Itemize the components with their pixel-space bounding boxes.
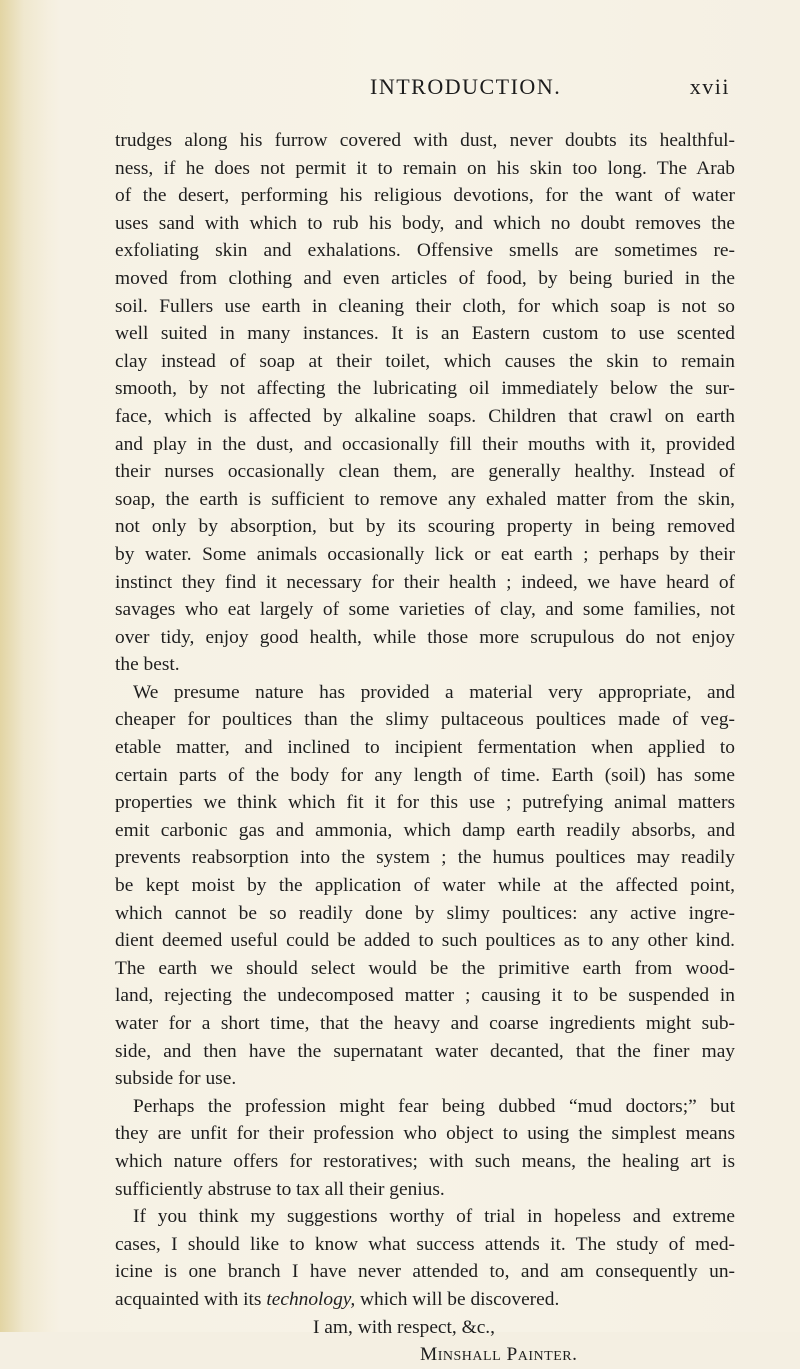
text-line: soil. Fullers use earth in cleaning their cloth, for which soap is not so <box>115 295 735 317</box>
text-line: be kept moist by the application of water while at the affected point, <box>115 875 735 897</box>
text-line: ness, if he does not permit it to remain on his skin too long. The Arab <box>115 157 735 179</box>
text-line: side, and then have the supernatant water decanted, that the finer may <box>115 1040 735 1062</box>
text-line: dient deemed useful could be added to such poultices as to any other kind. <box>115 930 735 952</box>
running-head <box>370 74 730 100</box>
author-signature: Minshall Painter. <box>420 1344 578 1366</box>
text-line-final <box>115 1286 735 1314</box>
text-line: We presume nature has provided a material very appropriate, and <box>133 681 735 703</box>
text-line: If you think my suggestions worthy of trial in hopeless and extreme <box>133 1206 735 1228</box>
text-line: cases, I should like to know what success attends it. The study of med- <box>115 1233 735 1255</box>
italic-word: technology, <box>266 1288 356 1310</box>
text-line: over tidy, enjoy good health, while those more scrupulous do not enjoy <box>115 626 735 648</box>
text-line: instinct they find it necessary for their health ; indeed, we have heard of <box>115 571 735 593</box>
text-line: land, rejecting the undecomposed matter ; causing it to be suspended in <box>115 985 735 1007</box>
text-line: prevents reabsorption into the system ; the humus poultices may readily <box>115 847 735 869</box>
text-line: not only by absorption, but by its scouring property in being removed <box>115 516 735 538</box>
text-line: and play in the dust, and occasionally fill their mouths with it, provided <box>115 433 735 455</box>
text-line: well suited in many instances. It is an Eastern custom to use scented <box>115 323 735 345</box>
text-line: moved from clothing and even articles of food, by being buried in the <box>115 267 735 289</box>
text-line: emit carbonic gas and ammonia, which damp earth readily absorbs, and <box>115 819 735 841</box>
text-line: water for a short time, that the heavy and coarse ingredients might sub- <box>115 1013 735 1034</box>
text-line: subside for use. <box>115 1068 237 1090</box>
text-line: savages who eat largely of some varieties of clay, and some families, not <box>115 599 735 621</box>
closing-line: I am, with respect, &c., <box>313 1316 495 1338</box>
page-gutter-shadow <box>0 0 60 1332</box>
text-fragment: acquainted with its <box>115 1288 262 1310</box>
text-line: The earth we should select would be the primitive earth from wood- <box>115 957 735 979</box>
text-line: sufficiently abstruse to tax all their genius. <box>115 1178 445 1200</box>
text-line: certain parts of the body for any length of time. Earth (soil) has some <box>115 764 735 786</box>
text-line: they are unfit for their profession who object to using the simplest means <box>115 1123 735 1145</box>
text-line: clay instead of soap at their toilet, which causes the skin to remain <box>115 350 735 372</box>
running-head-title: INTRODUCTION. <box>370 74 562 99</box>
text-line: icine is one branch I have never attended to, and am consequently un- <box>115 1261 735 1283</box>
text-line: Perhaps the profession might fear being dubbed “mud doctors;” but <box>133 1095 735 1117</box>
text-line: their nurses occasionally clean them, are generally healthy. Instead of <box>115 461 735 483</box>
text-line: exfoliating skin and exhalations. Offensive smells are sometimes re- <box>115 240 735 262</box>
text-line: trudges along his furrow covered with dust, never doubts its healthful- <box>115 130 735 151</box>
text-fragment: which will be discovered. <box>355 1288 560 1310</box>
text-line: of the desert, performing his religious devotions, for the want of water <box>115 185 735 207</box>
text-line: properties we think which fit it for this use ; putrefying animal matters <box>115 792 735 814</box>
text-line: smooth, by not affecting the lubricating oil immediately below the sur- <box>115 378 735 400</box>
text-line: uses sand with which to rub his body, and which no doubt removes the <box>115 212 735 234</box>
text-line: the best. <box>115 654 180 676</box>
body-text <box>115 127 735 1369</box>
text-line: by water. Some animals occasionally lick or eat earth ; perhaps by their <box>115 543 735 565</box>
text-line: which nature offers for restoratives; with such means, the healing art is <box>115 1150 735 1172</box>
text-line: which cannot be so readily done by slimy poultices: any active ingre- <box>115 902 735 924</box>
text-line: cheaper for poultices than the slimy pultaceous poultices made of veg- <box>115 709 735 731</box>
text-line: soap, the earth is sufficient to remove any exhaled matter from the skin, <box>115 488 735 510</box>
text-line: etable matter, and inclined to incipient fermentation when applied to <box>115 737 735 759</box>
page-number: xvii <box>689 74 730 99</box>
text-line: face, which is affected by alkaline soaps. Children that crawl on earth <box>115 405 735 427</box>
